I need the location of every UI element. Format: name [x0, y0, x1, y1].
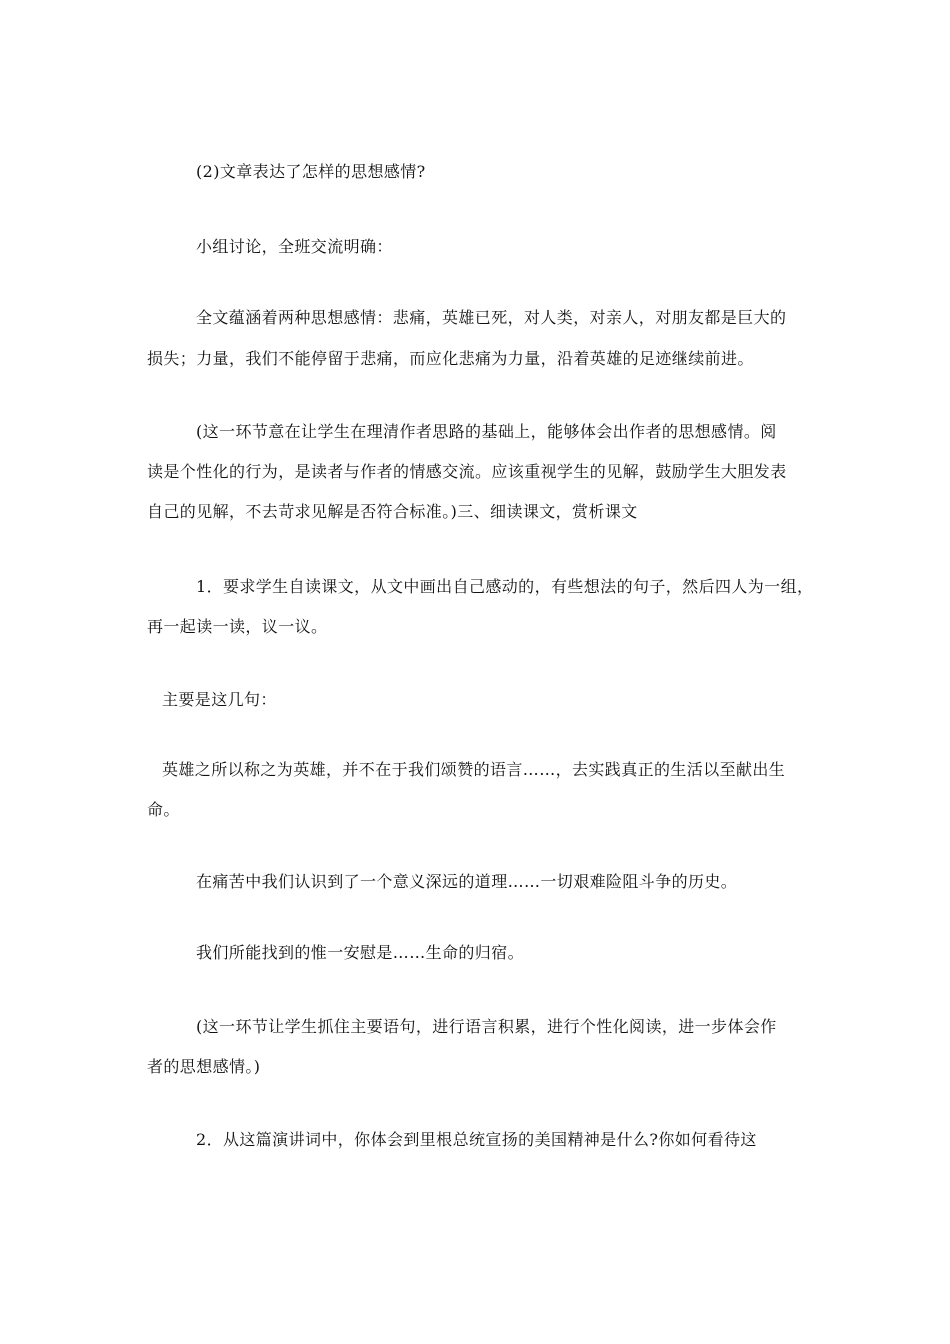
group-discussion: 小组讨论，全班交流明确： [196, 237, 393, 256]
quote-1-line-1: 英雄之所以称之为英雄，并不在于我们颂赞的语言……，去实践真正的生活以至献出生 [162, 760, 786, 779]
main-sentences-label: 主要是这几句： [162, 690, 277, 709]
emotion-line-1: 全文蕴涵着两种思想感情：悲痛，英雄已死，对人类，对亲人，对朋友都是巨大的 [196, 308, 787, 327]
note-1-line-1: (这一环节意在让学生在理清作者思路的基础上，能够体会出作者的思想感情。阅 [196, 422, 777, 441]
note-2-line-2: 者的思想感情。) [147, 1057, 261, 1076]
question-2: (2)文章表达了怎样的思想感情? [196, 162, 426, 181]
note-1-line-3: 自己的见解，不去苛求见解是否符合标准。)三、细读课文，赏析课文 [147, 502, 638, 521]
item-2-line-1: 2．从这篇演讲词中，你体会到里根总统宣扬的美国精神是什么?你如何看待这 [196, 1130, 757, 1149]
note-2-line-1: (这一环节让学生抓住主要语句，进行语言积累，进行个性化阅读，进一步体会作 [196, 1017, 777, 1036]
item-1-line-1: 1．要求学生自读课文，从文中画出自己感动的，有些想法的句子，然后四人为一组， [196, 577, 814, 596]
quote-1-line-2: 命。 [147, 800, 180, 819]
item-1-line-2: 再一起读一读，议一议。 [147, 617, 328, 636]
note-1-line-2: 读是个性化的行为，是读者与作者的情感交流。应该重视学生的见解，鼓励学生大胆发表 [147, 462, 787, 481]
quote-3: 我们所能找到的惟一安慰是……生命的归宿。 [196, 943, 525, 962]
quote-2: 在痛苦中我们认识到了一个意义深远的道理……一切艰难险阻斗争的历史。 [196, 872, 738, 891]
emotion-line-2: 损失；力量，我们不能停留于悲痛，而应化悲痛为力量，沿着英雄的足迹继续前进。 [147, 349, 754, 368]
